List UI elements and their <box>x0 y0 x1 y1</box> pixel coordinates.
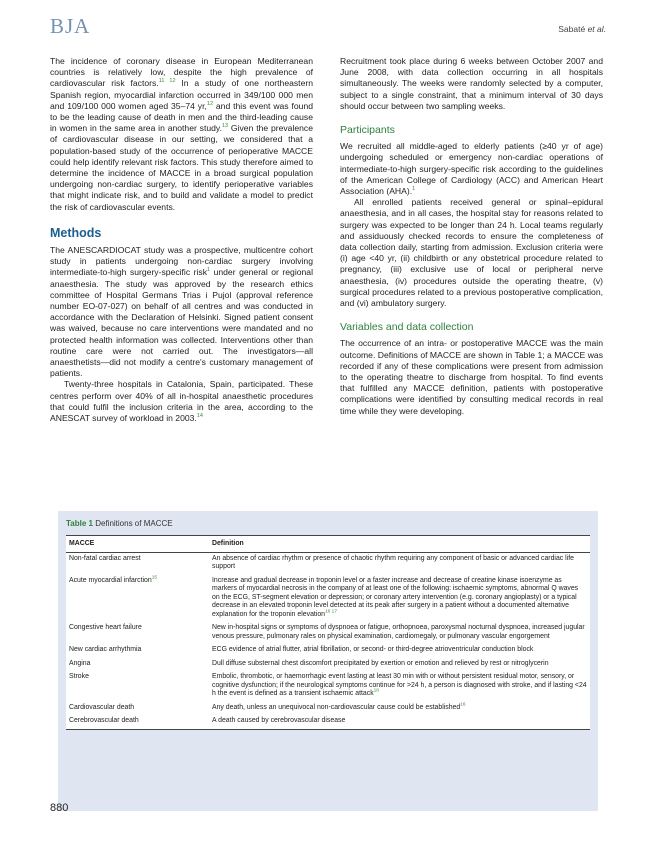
variables-paragraph: The occurrence of an intra- or postoperative MACCE was the main outcome. Definitions of MACCE are shown in Table 1; a MACCE was recorded if any of these complications were present from admission to the operating theatre to discharge from hospital. To find events that fulfilled any MACCE definition, patients with postoperative complications were identified by consulting medical records in real time while they were developing. <box>340 338 603 416</box>
variables-heading: Variables and data collection <box>340 321 474 334</box>
macce-cell: Non-fatal cardiac arrest <box>69 554 141 562</box>
running-header <box>50 14 606 40</box>
definition-cell: Increase and gradual decrease in troponin level or a faster increase and decrease of creatine kinase isoenzyme as markers of myocardial necrosis in the company of at least one of the following: ischaemic symptoms, abnormal Q waves on the ECG, ST-segment elevation or depression; or coronary artery intervention (e.g. coronary angioplasty) or a typical decrease in an elevated troponin level detected at its peak after surgery in a patient without a documented alternative explanation for the troponin elevation$^{16 17}$ <box>212 576 579 618</box>
participants-paragraph-2: All enrolled patients received general or spinal–epidural anaesthesia, and in all cases, the hospital stay for reasons related to surgery was expected to be longer than 24 h. Local teams regularly and assiduously checked records to ensure the completeness of data collection daily, starting from admission. Exclusion criteria were (i) age <40 yr, (ii) childbirth or any obstetrical procedure related to pregnancy, (iii) exclusive use of local or peripheral nerve anaesthesia, (iv) procedures outside the operating theatre, (v) surgical procedures related to a previous postoperative complication, and (vi) ambulatory surgery. <box>340 197 603 309</box>
macce-cell: Acute myocardial infarction$^{15}$ <box>69 575 158 584</box>
citation[interactable]: 11 12 <box>158 78 176 85</box>
table-row <box>66 702 590 716</box>
macce-cell: Cerebrovascular death <box>66 715 209 729</box>
citation[interactable]: 16 17 <box>325 609 338 615</box>
table-header-row <box>66 536 590 553</box>
macce-cell: Stroke <box>69 673 89 680</box>
citation[interactable]: 13 <box>221 123 229 130</box>
participants-heading: Participants <box>340 124 395 137</box>
citation[interactable]: 15 <box>151 575 158 581</box>
table-row <box>66 552 590 575</box>
participants-paragraph-1: We recruited all middle-aged to elderly patients (≥40 yr of age) undergoing scheduled or emergency non-cardiac operations of intermediate-to-high surgery-specific risk according to the guidelines of the American College of Cardiology (ACC) and American Heart Association (AHA).$^1$ <box>340 141 603 197</box>
table-row <box>66 575 590 623</box>
definition-cell: New in-hospital signs or symptoms of dyspnoea or fatigue, orthopnoea, paroxysmal nocturnal dyspnoea, increased jugular venous pressure, pulmonary rales on physical examination, cardiomegaly, or pulmonary vascular engorgement <box>212 624 585 640</box>
definition-cell: A death caused by cerebrovascular disease <box>209 715 590 729</box>
authors-etal: et al. <box>587 24 606 34</box>
column-header-definition: Definition <box>209 536 590 553</box>
citation[interactable]: 12 <box>206 100 214 107</box>
definition-cell: Embolic, thrombotic, or haemorrhagic event lasting at least 30 min with or without persistent residual motor, sensory, or cognitive dysfunction; if the neurological symptoms continue for >24 h, a person is diagnosed with stroke, and if lasting <24 h the event is defined as a transient ischaemic attack$^{18}$ <box>212 673 587 697</box>
definition-cell: ECG evidence of atrial flutter, atrial fibrillation, or second- or third-degree atrioventricular conduction block <box>212 646 534 653</box>
left-column <box>50 56 313 424</box>
running-authors <box>558 24 606 34</box>
definition-cell: Dull diffuse substernal chest discomfort precipitated by exertion or emotion and relieved by rest or nitroglycerin <box>212 659 549 667</box>
recruitment-paragraph: Recruitment took place during 6 weeks between October 2007 and June 2008, with data collection occurring in all hospitals simultaneously. The weeks were randomly selected by a computer, subject to a single constraint, that a minimum interval of 30 days should occur between two sampling weeks. <box>340 56 603 111</box>
table-title: Definitions of MACCE <box>95 519 173 528</box>
table-row <box>66 671 590 702</box>
citation[interactable]: 1 <box>412 186 416 193</box>
table-row <box>66 658 590 672</box>
intro-paragraph: The incidence of coronary disease in European Mediterranean countries is relatively low, despite the high prevalence of cardiovascular risk factors.$^{11 12}$ In a study of one northeastern Spanish region, myocardial infarction occurred in 349/100 000 men and 109/100 000 women aged 35–74 yr,$^{12}$ and this event was found to be the leading cause of death in men and the third-leading cause in women in the same area in another study.$^{13}$ Given the prevalence of cardiovascular disease in our setting, we considered that a population-based study of the occurrence of perioperative MACCE could help identify relevant risk factors. This study therefore aimed to determine the incidence of MACCE in a broad surgical population undergoing non-cardiac surgery, to identify perioperative variables that might indicate risk, and to build and validate a model to predict the risk of cardiovascular events. <box>50 56 314 212</box>
definition-cell: Any death, unless an unequivocal non-cardiovascular cause could be established$^{16}$ <box>212 702 466 711</box>
table-row <box>66 622 590 644</box>
methods-paragraph-2: Twenty-three hospitals in Catalonia, Spain, participated. These centres perform over 40% of all in-hospital anaesthetic procedures that could fulfil the inclusion criteria in the area, according to the ANESCAT survey of workload in 2003.14 <box>50 379 313 424</box>
table-row <box>66 644 590 658</box>
macce-definitions-table <box>66 535 590 730</box>
methods-paragraph-1: The ANESCARDIOCAT study was a prospective, multicentre cohort study in patients undergoing non-cardiac surgery involving intermediate-to-high surgery-specific risk$^1$ under general or regional anaesthesia. The study was approved by the research ethics committee of Hospital Germans Trias i Pujol (approval reference number EO-07-027) on behalf of all centres and was conducted in accordance with the Declaration of Helsinki. Signed patient consent was waived, because no care interventions were mandated and no protected health information was collected. Interventions other than routine care were not carried out. The investigators—all anaesthetists—did not modify a centre's customary management of patients. <box>50 245 313 379</box>
citation[interactable]: 18 <box>373 688 379 694</box>
citation[interactable]: 16 <box>460 702 466 708</box>
table-caption <box>66 519 173 528</box>
page-number: 880 <box>50 802 69 814</box>
authors-name: Sabaté <box>558 24 586 34</box>
journal-logo: BJA <box>50 14 91 38</box>
citation[interactable]: 1 <box>207 267 211 274</box>
definition-cell: An absence of cardiac rhythm or presence of chaotic rhythm requiring any component of basic or advanced cardiac life support <box>212 554 574 570</box>
macce-cell: Angina <box>69 659 91 667</box>
methods-heading: Methods <box>50 225 102 240</box>
macce-cell: New cardiac arrhythmia <box>69 646 142 653</box>
table-row <box>66 715 590 729</box>
macce-cell: Cardiovascular death <box>69 703 135 711</box>
right-column <box>340 56 603 417</box>
column-header-macce: MACCE <box>66 536 209 553</box>
table-label: Table 1 <box>66 519 93 528</box>
table-1 <box>58 511 598 811</box>
citation[interactable]: 14 <box>196 413 203 420</box>
macce-cell: Congestive heart failure <box>69 624 142 631</box>
